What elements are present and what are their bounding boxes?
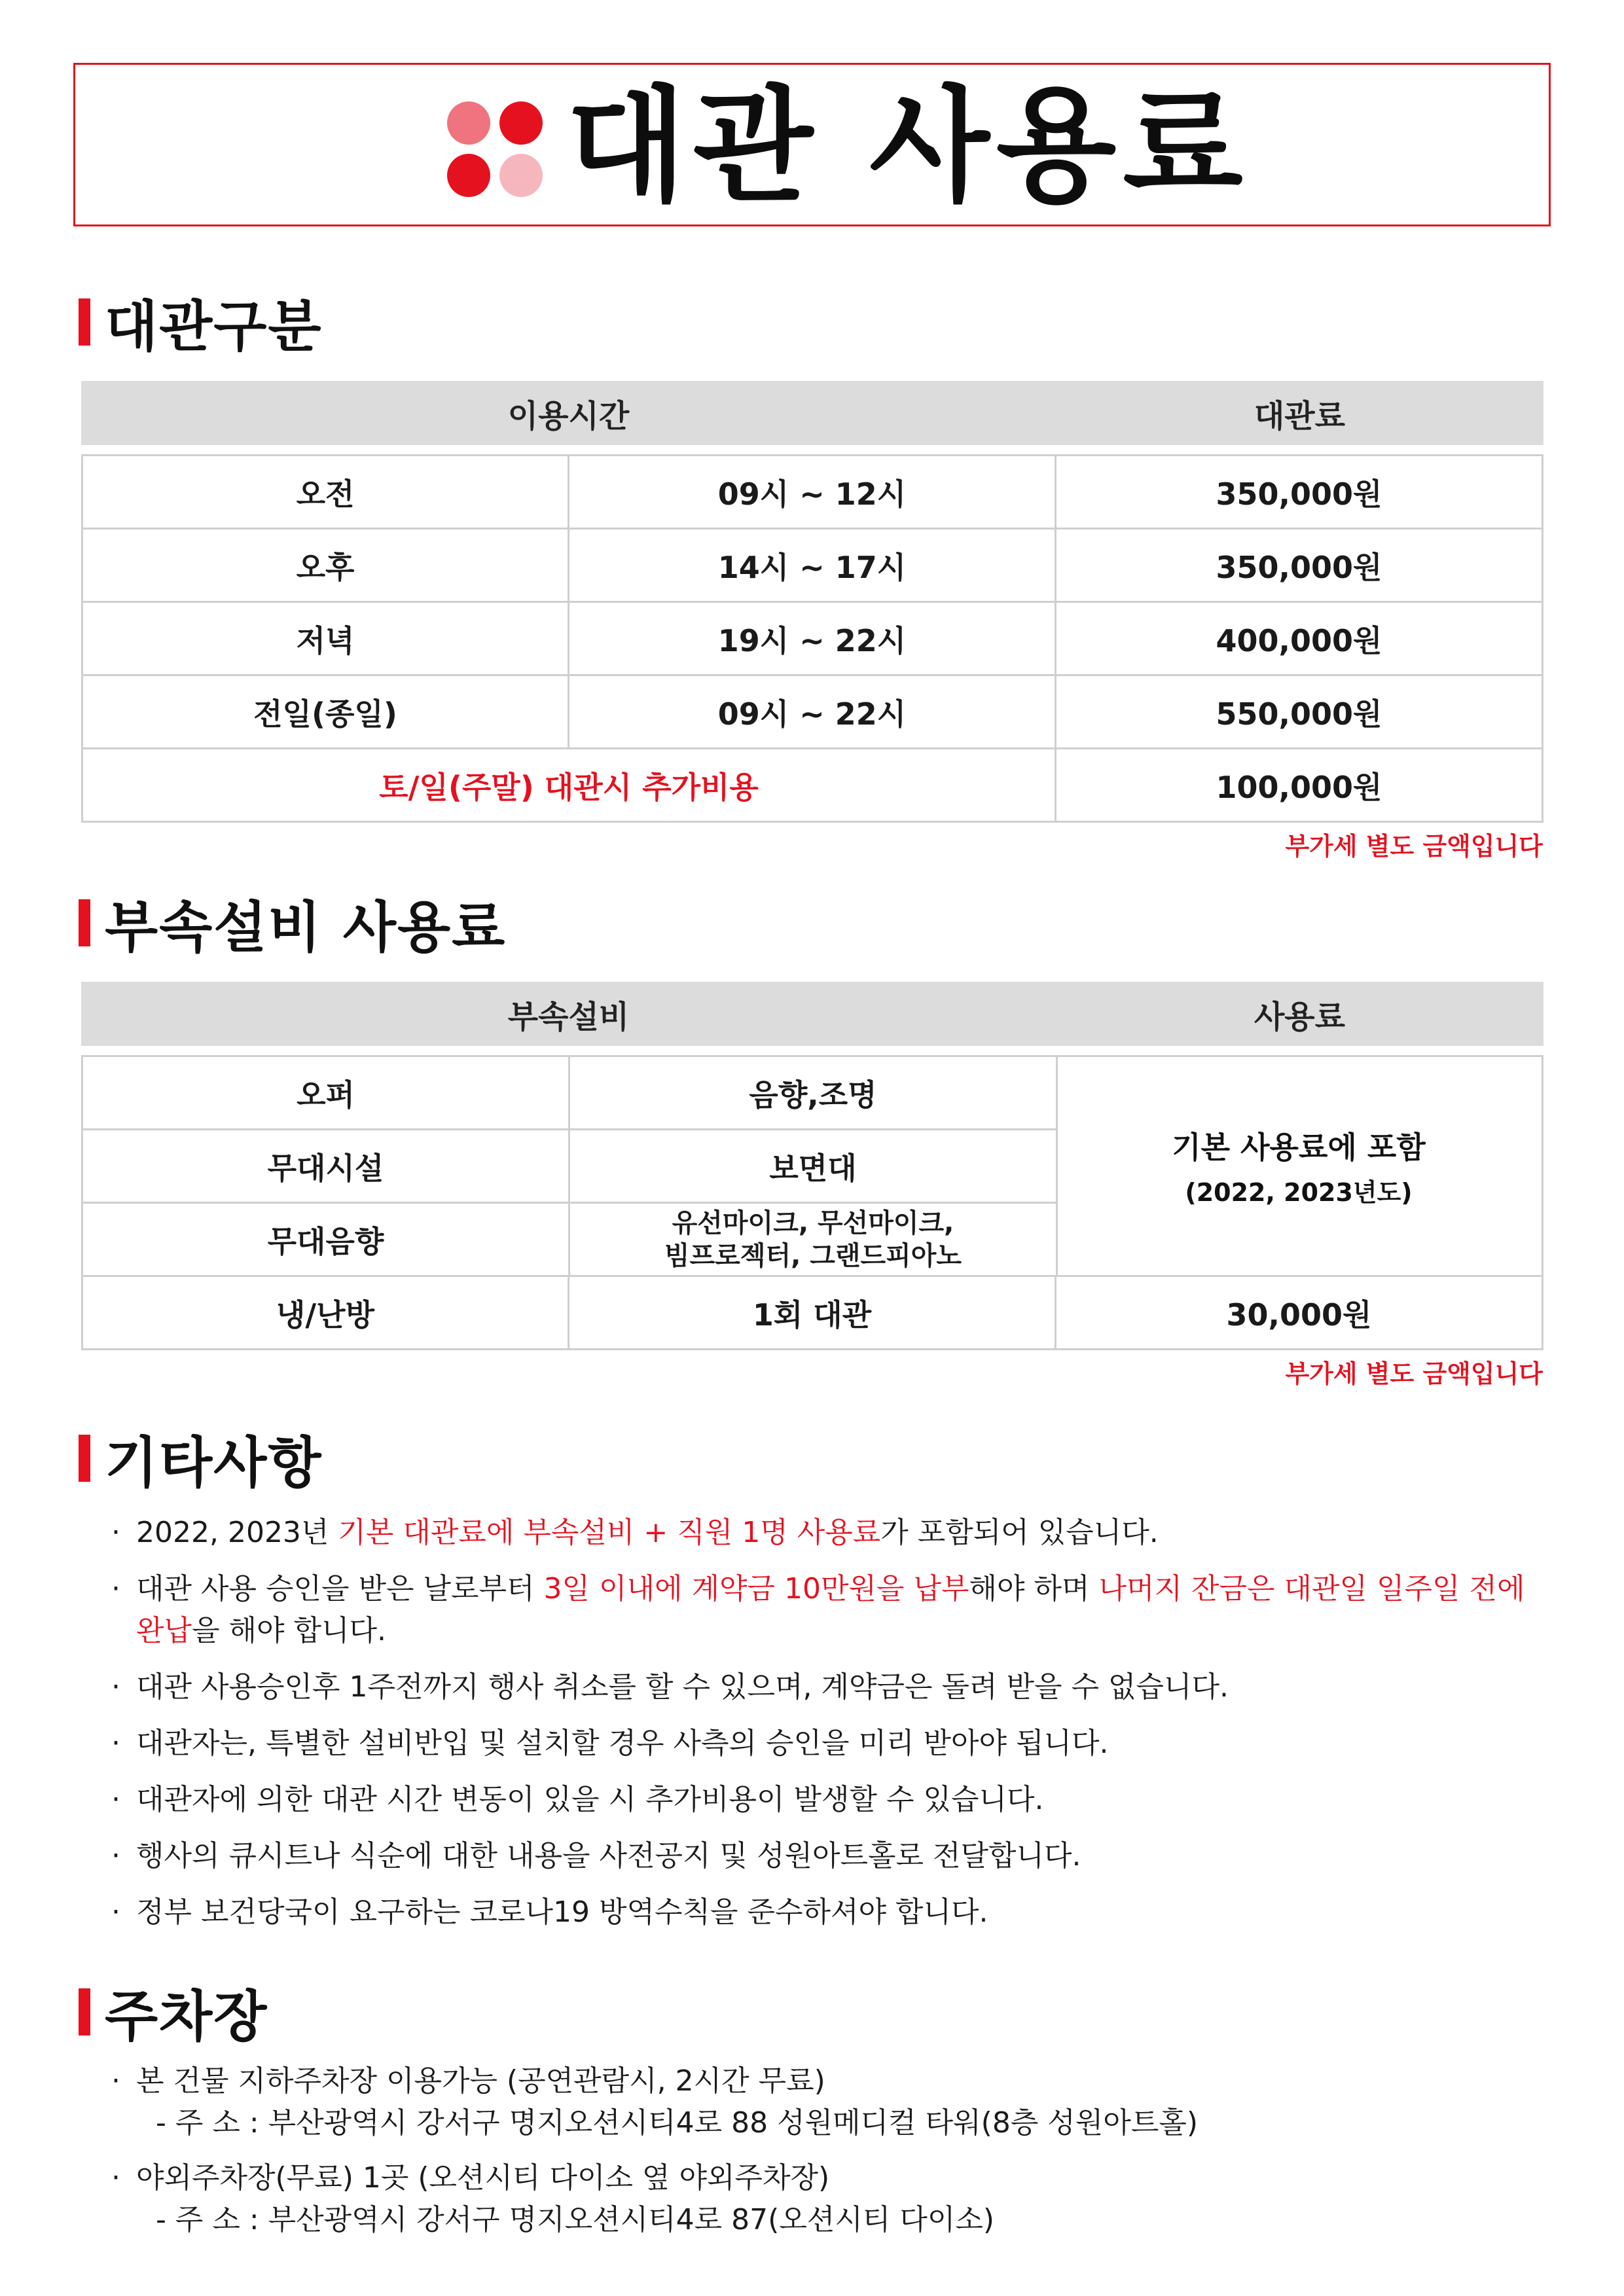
title-box xyxy=(73,63,1551,226)
text: 해야 하며 xyxy=(969,1572,1099,1605)
section-bar xyxy=(79,1435,90,1482)
header-time: 이용시간 xyxy=(507,397,630,435)
text: 본 건물 지하주차장 이용가능 (공연관람시, 2시간 무료) xyxy=(136,2064,825,2098)
text: 2022, 2023년 xyxy=(136,1516,338,1549)
table-header xyxy=(81,381,1543,445)
cell-weekend-fee: 100,000원 xyxy=(1056,749,1543,823)
bullet: · xyxy=(111,1572,120,1605)
cell-item: 음향,조명 xyxy=(570,1057,1058,1130)
list-item xyxy=(111,1568,1551,1652)
cell-item-line: 빔프로젝터, 그랜드피아노 xyxy=(664,1240,962,1271)
table-body xyxy=(81,454,1543,823)
bullet: · xyxy=(111,1783,120,1816)
cell-category: 오퍼 xyxy=(83,1057,570,1130)
text: 야외주차장(무료) 1곳 (오션시티 다이소 옆 야외주차장) xyxy=(136,2161,830,2195)
section-bar xyxy=(79,1988,90,2036)
text: 정부 보건당국이 요구하는 코로나19 방역수칙을 준수하셔야 합니다. xyxy=(136,1895,988,1929)
dot-icon xyxy=(447,101,490,145)
header-equipment: 부속설비 xyxy=(507,998,630,1035)
cell-category: 무대시설 xyxy=(83,1130,570,1204)
cell-fee: 550,000원 xyxy=(1056,676,1543,749)
dot-icon xyxy=(499,154,543,197)
cell-item-line: 유선마이크, 무선마이크, xyxy=(672,1208,954,1238)
text: 을 해야 합니다. xyxy=(192,1614,386,1647)
cell-included xyxy=(1056,1057,1543,1277)
cell-time: 09시 ~ 12시 xyxy=(569,456,1056,529)
header-fee: 대관료 xyxy=(1254,397,1346,435)
table-row xyxy=(83,749,1543,823)
list-item xyxy=(111,1723,1551,1765)
cell-time: 09시 ~ 22시 xyxy=(569,676,1056,749)
highlight: 나머지 잔금은 대관일 일주일 전에 완납 xyxy=(136,1572,1525,1647)
table-row xyxy=(83,676,1543,749)
text: 행사의 큐시트나 식순에 대한 내용을 사전공지 및 성원아트홀로 전달합니다. xyxy=(136,1839,1081,1873)
table-body xyxy=(81,1055,1543,1350)
section-heading-others xyxy=(79,1426,323,1495)
table-row xyxy=(83,529,1543,603)
bullet: · xyxy=(111,2064,120,2098)
included-label: 기본 사용료에 포함 xyxy=(1172,1130,1426,1165)
cell-time: 19시 ~ 22시 xyxy=(569,603,1056,676)
cell-fee: 30,000원 xyxy=(1056,1277,1543,1350)
section-title: 대관구분 xyxy=(105,294,323,359)
cell-category: 무대음향 xyxy=(83,1204,570,1277)
parking-list xyxy=(111,2060,1551,2241)
equipment-table xyxy=(81,982,1543,1350)
dot-icon xyxy=(499,101,543,145)
vat-note: 부가세 별도 금액입니다 xyxy=(1285,1359,1543,1388)
section-title: 기타사항 xyxy=(105,1430,323,1495)
cell-weekend-label: 토/일(주말) 대관시 추가비용 xyxy=(83,749,1056,823)
list-item xyxy=(111,1835,1551,1877)
section-heading-parking xyxy=(79,1979,268,2049)
dot-icon xyxy=(447,154,490,197)
rental-table xyxy=(81,381,1543,823)
text: 대관자는, 특별한 설비반입 및 설치할 경우 사측의 승인을 미리 받아야 됩니다. xyxy=(136,1727,1109,1760)
bullet: · xyxy=(111,1516,120,1549)
cell-item: 1회 대관 xyxy=(569,1277,1056,1350)
vat-note: 부가세 별도 금액입니다 xyxy=(1285,832,1543,861)
table-header xyxy=(81,982,1543,1046)
cell-time: 14시 ~ 17시 xyxy=(569,529,1056,603)
section-title: 주차장 xyxy=(105,1984,268,2049)
included-years: (2022, 2023년도) xyxy=(1185,1178,1413,1207)
list-item xyxy=(111,1779,1551,1821)
section-bar xyxy=(79,899,90,946)
cell-fee: 350,000원 xyxy=(1056,529,1543,603)
cell-fee: 350,000원 xyxy=(1056,456,1543,529)
cell-period: 전일(종일) xyxy=(83,676,569,749)
bullet: · xyxy=(111,1895,120,1929)
table-row xyxy=(83,603,1543,676)
bullet: · xyxy=(111,1839,120,1873)
page-title: 대관 사용료 xyxy=(566,74,1250,219)
bullet: · xyxy=(111,2161,120,2195)
bullet: · xyxy=(111,1670,120,1704)
section-heading-rental xyxy=(79,289,323,359)
cell-period: 저녁 xyxy=(83,603,569,676)
dots-logo-icon xyxy=(447,101,543,197)
list-item xyxy=(111,2157,1551,2241)
list-item xyxy=(111,2060,1551,2144)
highlight: 기본 대관료에 부속설비 + 직원 1명 사용료 xyxy=(338,1516,881,1549)
section-bar xyxy=(79,298,90,346)
cell-item: 보면대 xyxy=(570,1130,1058,1204)
text: 대관자에 의한 대관 시간 변동이 있을 시 추가비용이 발생할 수 있습니다. xyxy=(136,1783,1044,1816)
cell-fee: 400,000원 xyxy=(1056,603,1543,676)
table-row xyxy=(83,456,1543,529)
list-item xyxy=(111,1666,1551,1708)
section-title: 부속설비 사용료 xyxy=(105,895,507,960)
cell-item xyxy=(570,1204,1058,1277)
header-fee: 사용료 xyxy=(1254,998,1346,1035)
cell-period: 오전 xyxy=(83,456,569,529)
list-item xyxy=(111,1512,1551,1554)
text: 대관 사용승인후 1주전까지 행사 취소를 할 수 있으며, 계약금은 돌려 받을 수 없습니다. xyxy=(136,1670,1229,1704)
cell-period: 오후 xyxy=(83,529,569,603)
text: 대관 사용 승인을 받은 날로부터 xyxy=(136,1572,544,1605)
section-heading-equipment xyxy=(79,890,507,960)
text: 가 포함되어 있습니다. xyxy=(880,1516,1159,1549)
highlight: 3일 이내에 계약금 10만원을 납부 xyxy=(543,1572,969,1605)
address: - 주 소 : 부산광역시 강서구 명지오션시티4로 88 성원메디컬 타워(8층 성원아트홀) xyxy=(156,2106,1198,2140)
address: - 주 소 : 부산광역시 강서구 명지오션시티4로 87(오션시티 다이소) xyxy=(156,2203,994,2236)
others-list xyxy=(111,1512,1551,1933)
list-item xyxy=(111,1892,1551,1933)
cell-category: 냉/난방 xyxy=(83,1277,569,1350)
bullet: · xyxy=(111,1727,120,1760)
table-row xyxy=(83,1277,1543,1350)
